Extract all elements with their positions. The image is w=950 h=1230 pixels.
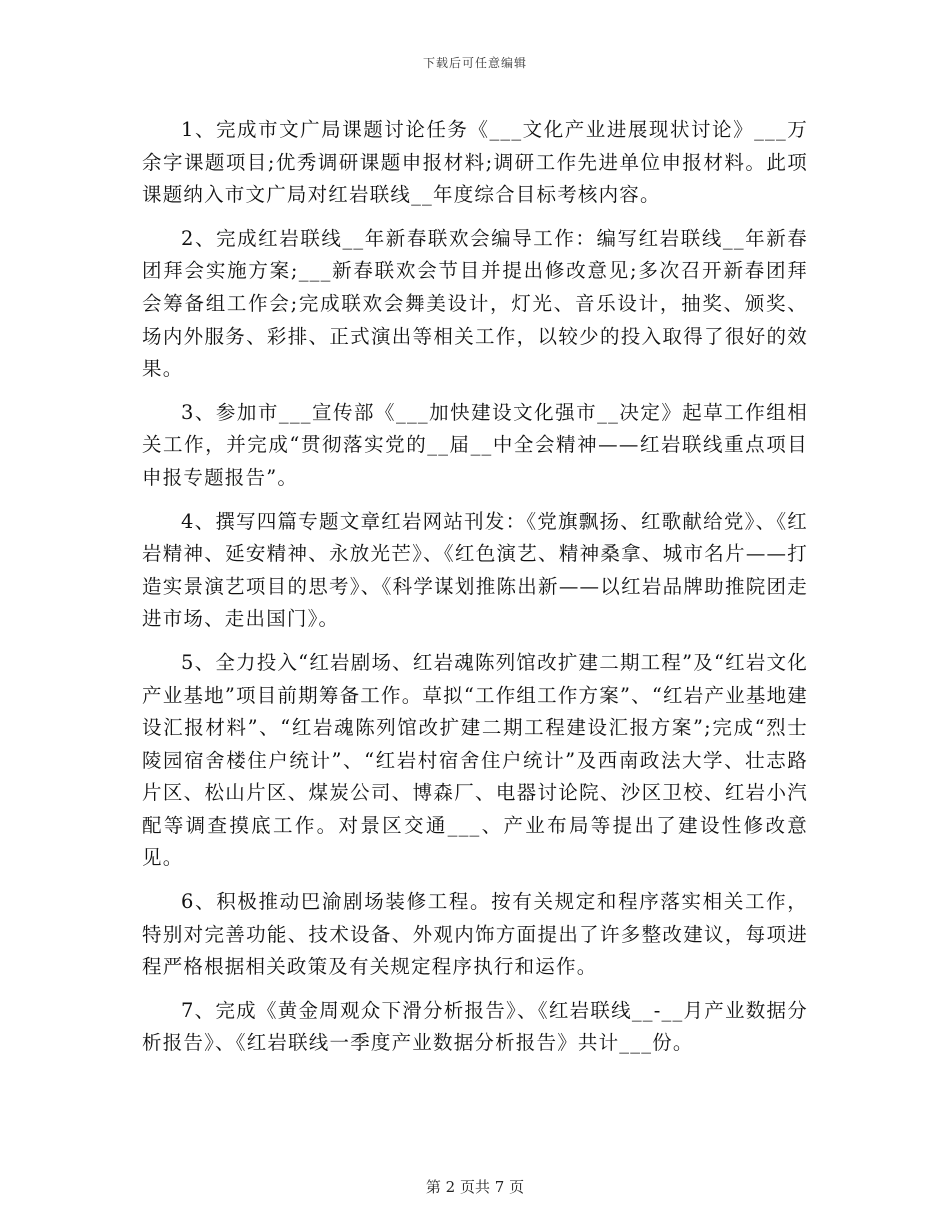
paragraph-5: 5、全力投入“红岩剧场、红岩魂陈列馆改扩建二期工程”及“红岩文化产业基地”项目前期筹备工作。草拟“工作组工作方案”、“红岩产业基地建设汇报材料”、“红岩魂陈列馆改扩建二期工程建设汇报方案”;完成“烈士陵园宿舍楼住户统计”、“红岩村宿舍住户统计”及西南政法大学、壮志路片区、松山片区、煤炭公司、博森厂、电器讨论院、沙区卫校、红岩小汽配等调查摸底工作。对景区交通___、产业布局等提出了建设性修改意见。 xyxy=(142,650,808,870)
paragraph-2: 2、完成红岩联线__年新春联欢会编导工作：编写红岩联线__年新春团拜会实施方案;___新春联欢会节目并提出修改意见;多次召开新春团拜会筹备组工作会;完成联欢会舞美设计，灯光、音乐设计，抽奖、颁奖、场内外服务、彩排、正式演出等相关工作，以较少的投入取得了很好的效果。 xyxy=(142,226,808,381)
paragraph-6: 6、积极推动巴渝剧场装修工程。按有关规定和程序落实相关工作，特别对完善功能、技术设备、外观内饰方面提出了许多整改建议，每项进程严格根据相关政策及有关规定程序执行和运作。 xyxy=(142,890,808,979)
paragraph-4: 4、撰写四篇专题文章红岩网站刊发：《党旗飘扬、红歌献给党》、《红岩精神、延安精神、永放光芒》、《红色演艺、精神桑拿、城市名片——打造实景演艺项目的思考》、《科学谋划推陈出新——以红岩品牌助推院团走进市场、走出国门》。 xyxy=(142,509,808,631)
paragraph-1: 1、完成市文广局课题讨论任务《___文化产业进展现状讨论》___万余字课题项目;优秀调研课题申报材料;调研工作先进单位申报材料。此项课题纳入市文广局对红岩联线__年度综合目标考核内容。 xyxy=(142,118,808,207)
page-header: 下载后可任意编辑 xyxy=(422,56,527,70)
document-body xyxy=(142,114,808,1071)
paragraph-7: 7、完成《黄金周观众下滑分析报告》、《红岩联线__-__月产业数据分析报告》、《红岩联线一季度产业数据分析报告》共计___份。 xyxy=(142,998,808,1055)
paragraph-3: 3、参加市___宣传部《___加快建设文化强市__决定》起草工作组相关工作，并完成“贯彻落实党的__届__中全会精神——红岩联线重点项目申报专题报告”。 xyxy=(142,400,808,489)
page-footer: 第 2 页共 7 页 xyxy=(425,1178,525,1196)
